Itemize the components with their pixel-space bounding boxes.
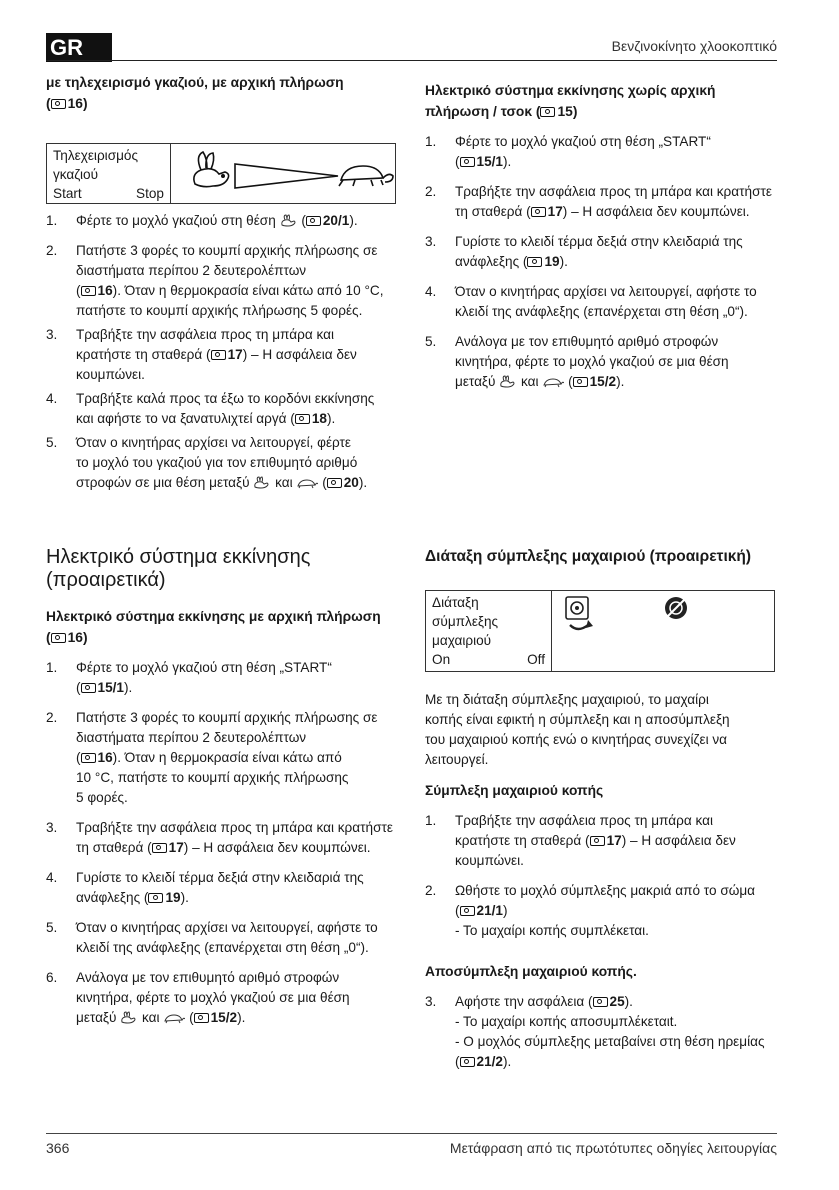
- camera-ref-icon: [194, 1013, 209, 1023]
- left-column-bottom: Ηλεκτρικό σύστημα εκκίνησης με αρχική πλήρωση ( 16) 1. Φέρτε το μοχλό γκαζιού στη θέση „START“ ( 15/1). 2. Πατήστε 3 φορές το κουμπί αρχικής πλήρωσης σε διαστήματα περίπου 2 δευτερολέπτων ( 16). Όταν η θερμοκρασία είναι κάτω από 10 °C, πατήστε το κουμπί αρχικής πλήρωσης 5 φορές. 3. Τραβήξτε την ασφάλεια προς τη μπάρα και κρατήστε τη σταθερά ( 17) – Η ασφάλεια δεν κουμπώνει. 4. Γυρίστε το κλειδί τέρμα δεξιά στην κλειδαριά της ανάφλεξης ( 19). 5. Όταν ο κινητήρας αρχίσει να λειτουργεί, αφήστε το κλειδί της ανάφλεξης (επανέρχεται στη θέση „0“). 6. Ανάλογα με τον επιθυμητό αριθμό στροφών κινητήρα, φέρτε το μοχλό γκαζιού σε μια θέση μεταξύ και ( 15/2).: [46, 606, 406, 1028]
- section-title-engage-blade: Σύμπλεξη μαχαιριού κοπής: [425, 783, 604, 798]
- list-item: 2. Πατήστε 3 φορές το κουμπί αρχικής πλήρωσης σε διαστήματα περίπου 2 δευτερολέπτων ( 16). Όταν η θερμοκρασία είναι κάτω από 10 °C, πατήστε το κουμπί αρχικής πλήρωσης 5 φορές.: [46, 710, 378, 805]
- list-item: 4. Τραβήξτε καλά προς τα έξω το κορδόνι εκκίνησης και αφήστε το να ξανατυλιχτεί αργά ( 18).: [46, 391, 375, 426]
- turtle-icon: [339, 166, 393, 186]
- turtle-icon: [542, 376, 564, 388]
- list-item: 2. Τραβήξτε την ασφάλεια προς τη μπάρα και κρατήστε τη σταθερά ( 17) – Η ασφάλεια δεν κουμπώνει.: [425, 184, 772, 219]
- rabbit-icon: [120, 1011, 138, 1024]
- list-item: 3. Τραβήξτε την ασφάλεια προς τη μπάρα και κρατήστε τη σταθερά ( 17) – Η ασφάλεια δεν κουμπώνει.: [46, 327, 357, 382]
- camera-ref-icon: [593, 997, 608, 1007]
- turtle-icon: [163, 1012, 185, 1024]
- language-badge: GR: [46, 33, 112, 62]
- camera-ref-icon: [460, 157, 475, 167]
- rabbit-turtle-throttle-graphic: [173, 144, 395, 203]
- camera-ref-icon: [81, 753, 96, 763]
- camera-ref-icon: [590, 836, 605, 846]
- section-title-disengage-blade: Αποσύμπλεξη μαχαιριού κοπής.: [425, 964, 637, 979]
- left-column-top: με τηλεχειρισμό γκαζιού, με αρχική πλήρωση ( 16): [46, 72, 396, 114]
- footer-note: Μετάφραση από τις πρωτότυπες οδηγίες λειτουργίας: [449, 1140, 777, 1156]
- off-label: Off: [527, 652, 545, 667]
- camera-ref-icon: [81, 683, 96, 693]
- list-item: 6. Ανάλογα με τον επιθυμητό αριθμό στροφών κινητήρα, φέρτε το μοχλό γκαζιού σε μια θέση μεταξύ και ( 15/2).: [46, 970, 350, 1025]
- list-item: 4. Γυρίστε το κλειδί τέρμα δεξιά στην κλειδαριά της ανάφλεξης ( 19).: [46, 870, 364, 905]
- camera-ref-icon: [460, 906, 475, 916]
- camera-ref-icon: [152, 843, 167, 853]
- section-title-remote-throttle: με τηλεχειρισμό γκαζιού, με αρχική πλήρωση: [46, 75, 344, 90]
- right-column-bottom: [425, 690, 780, 1072]
- list-item: 3. Γυρίστε το κλειδί τέρμα δεξιά στην κλειδαριά της ανάφλεξης ( 19).: [425, 234, 743, 269]
- camera-ref-icon: [527, 257, 542, 267]
- list-item: 2. Ωθήστε το μοχλό σύμπλεξης μακριά από το σώμα ( 21/1) - Το μαχαίρι κοπής συμπλέκεται.: [425, 883, 756, 938]
- camera-ref-icon: [460, 1057, 475, 1067]
- rabbit-icon: [253, 476, 271, 489]
- list-item: 5. Όταν ο κινητήρας αρχίσει να λειτουργεί, αφήστε το κλειδί της ανάφλεξης (επανέρχεται στη θέση „0“).: [46, 920, 378, 955]
- blade-disengage-icon: [662, 595, 692, 625]
- start-label: Start: [53, 186, 82, 201]
- camera-ref-icon: [51, 99, 66, 109]
- rabbit-icon: [280, 214, 298, 227]
- section-title-no-primer: Ηλεκτρικό σύστημα εκκίνησης χωρίς αρχική: [425, 83, 716, 98]
- header-rule: [46, 60, 777, 61]
- list-item: 1. Φέρτε το μοχλό γκαζιού στη θέση „START“ ( 15/1).: [425, 134, 711, 169]
- list-item: 4. Όταν ο κινητήρας αρχίσει να λειτουργεί, αφήστε το κλειδί της ανάφλεξης (επανέρχεται στη θέση „0“).: [425, 284, 757, 319]
- on-label: On: [432, 652, 451, 667]
- table-label: μαχαιριού: [432, 633, 492, 648]
- section-title-electric-primer: Ηλεκτρικό σύστημα εκκίνησης με αρχική πλήρωση: [46, 609, 381, 624]
- list-item: 3. Τραβήξτε την ασφάλεια προς τη μπάρα και κρατήστε τη σταθερά ( 17) – Η ασφάλεια δεν κουμπώνει.: [46, 820, 393, 855]
- camera-ref-icon: [531, 207, 546, 217]
- turtle-icon: [296, 477, 318, 489]
- left-list-1: [46, 211, 396, 493]
- throttle-table: [46, 143, 396, 204]
- list-item: 1. Φέρτε το μοχλό γκαζιού στη θέση ( 20/1).: [46, 213, 358, 228]
- camera-ref-icon: [295, 414, 310, 424]
- section-heading-blade-clutch: Διάταξη σύμπλεξης μαχαιριού (προαιρετική): [425, 548, 752, 565]
- rabbit-icon: [194, 152, 229, 187]
- header-title: Βενζινοκίνητο χλοοκοπτικό: [611, 38, 777, 54]
- camera-ref-icon: [211, 350, 226, 360]
- table-label: Τηλεχειρισμός: [53, 148, 139, 163]
- list-item: 3. Αφήστε την ασφάλεια ( 25). - Το μαχαίρι κοπής αποσυμπλέκεταιt. - Ο μοχλός σύμπλεξης μεταβαίνει στη θέση ηρεμίας ( 21/2).: [425, 994, 765, 1069]
- camera-ref-icon: [81, 286, 96, 296]
- table-label: γκαζιού: [53, 167, 99, 182]
- section-heading-electric-start: Ηλεκτρικό σύστημα εκκίνησης (προαιρετικά): [46, 546, 311, 591]
- camera-ref-icon: [327, 478, 342, 488]
- list-item: 5. Ανάλογα με τον επιθυμητό αριθμό στροφών κινητήρα, φέρτε το μοχλό γκαζιού σε μια θέση μεταξύ και ( 15/2).: [425, 334, 729, 389]
- right-column-top: Ηλεκτρικό σύστημα εκκίνησης χωρίς αρχική πλήρωση / τσοκ ( 15) 1. Φέρτε το μοχλό γκαζιού στη θέση „START“ ( 15/1). 2. Τραβήξτε την ασφάλεια προς τη μπάρα και κρατήστε τη σταθερά ( 17) – Η ασφάλεια δεν κουμπώνει. 3. Γυρίστε το κλειδί τέρμα δεξιά στην κλειδαριά της ανάφλεξης ( 19). 4. Όταν ο κινητήρας αρχίσει να λειτουργεί, αφήστε το κλειδί της ανάφλεξης (επανέρχεται στη θέση „0“). 5. Ανάλογα με τον επιθυμητό αριθμό στροφών κινητήρα, φέρτε το μοχλό γκαζιού σε μια θέση μεταξύ και ( 15/2).: [425, 80, 780, 392]
- camera-ref-icon: [540, 107, 555, 117]
- list-item: 5. Όταν ο κινητήρας αρχίσει να λειτουργεί, φέρτε το μοχλό του γκαζιού για τον επιθυμητό αριθμό στροφών σε μια θέση μεταξύ και ( 20).: [46, 435, 368, 490]
- camera-ref-icon: [573, 377, 588, 387]
- blade-engage-icon: [562, 595, 602, 635]
- page-number: 366: [46, 1140, 70, 1156]
- blade-clutch-table: [425, 590, 775, 672]
- clutch-description: Με τη διάταξη σύμπλεξης μαχαιριού, το μαχαίρι κοπής είναι εφικτή η σύμπλεξη και η αποσύμπλεξη του μαχαιριού κοπής ενώ ο κινητήρας συνεχίζει να λειτουργεί.: [425, 692, 730, 767]
- footer-rule: [46, 1133, 777, 1134]
- table-label: Διάταξη: [432, 595, 479, 610]
- throttle-wedge: [235, 164, 338, 188]
- stop-label: Stop: [136, 186, 164, 201]
- rabbit-icon: [499, 375, 517, 388]
- camera-ref-icon: [148, 893, 163, 903]
- list-item: 1. Φέρτε το μοχλό γκαζιού στη θέση „START“ ( 15/1).: [46, 660, 332, 695]
- camera-ref-icon: [306, 216, 321, 226]
- list-item: 2. Πατήστε 3 φορές το κουμπί αρχικής πλήρωσης σε διαστήματα περίπου 2 δευτερολέπτων ( 16). Όταν η θερμοκρασία είναι κάτω από 10 °C, πατήστε το κουμπί αρχικής πλήρωσης 5 φορές.: [46, 243, 384, 318]
- table-label: σύμπλεξης: [432, 614, 499, 629]
- camera-ref-icon: [51, 633, 66, 643]
- list-item: 1. Τραβήξτε την ασφάλεια προς τη μπάρα και κρατήστε τη σταθερά ( 17) – Η ασφάλεια δεν κουμπώνει.: [425, 813, 736, 868]
